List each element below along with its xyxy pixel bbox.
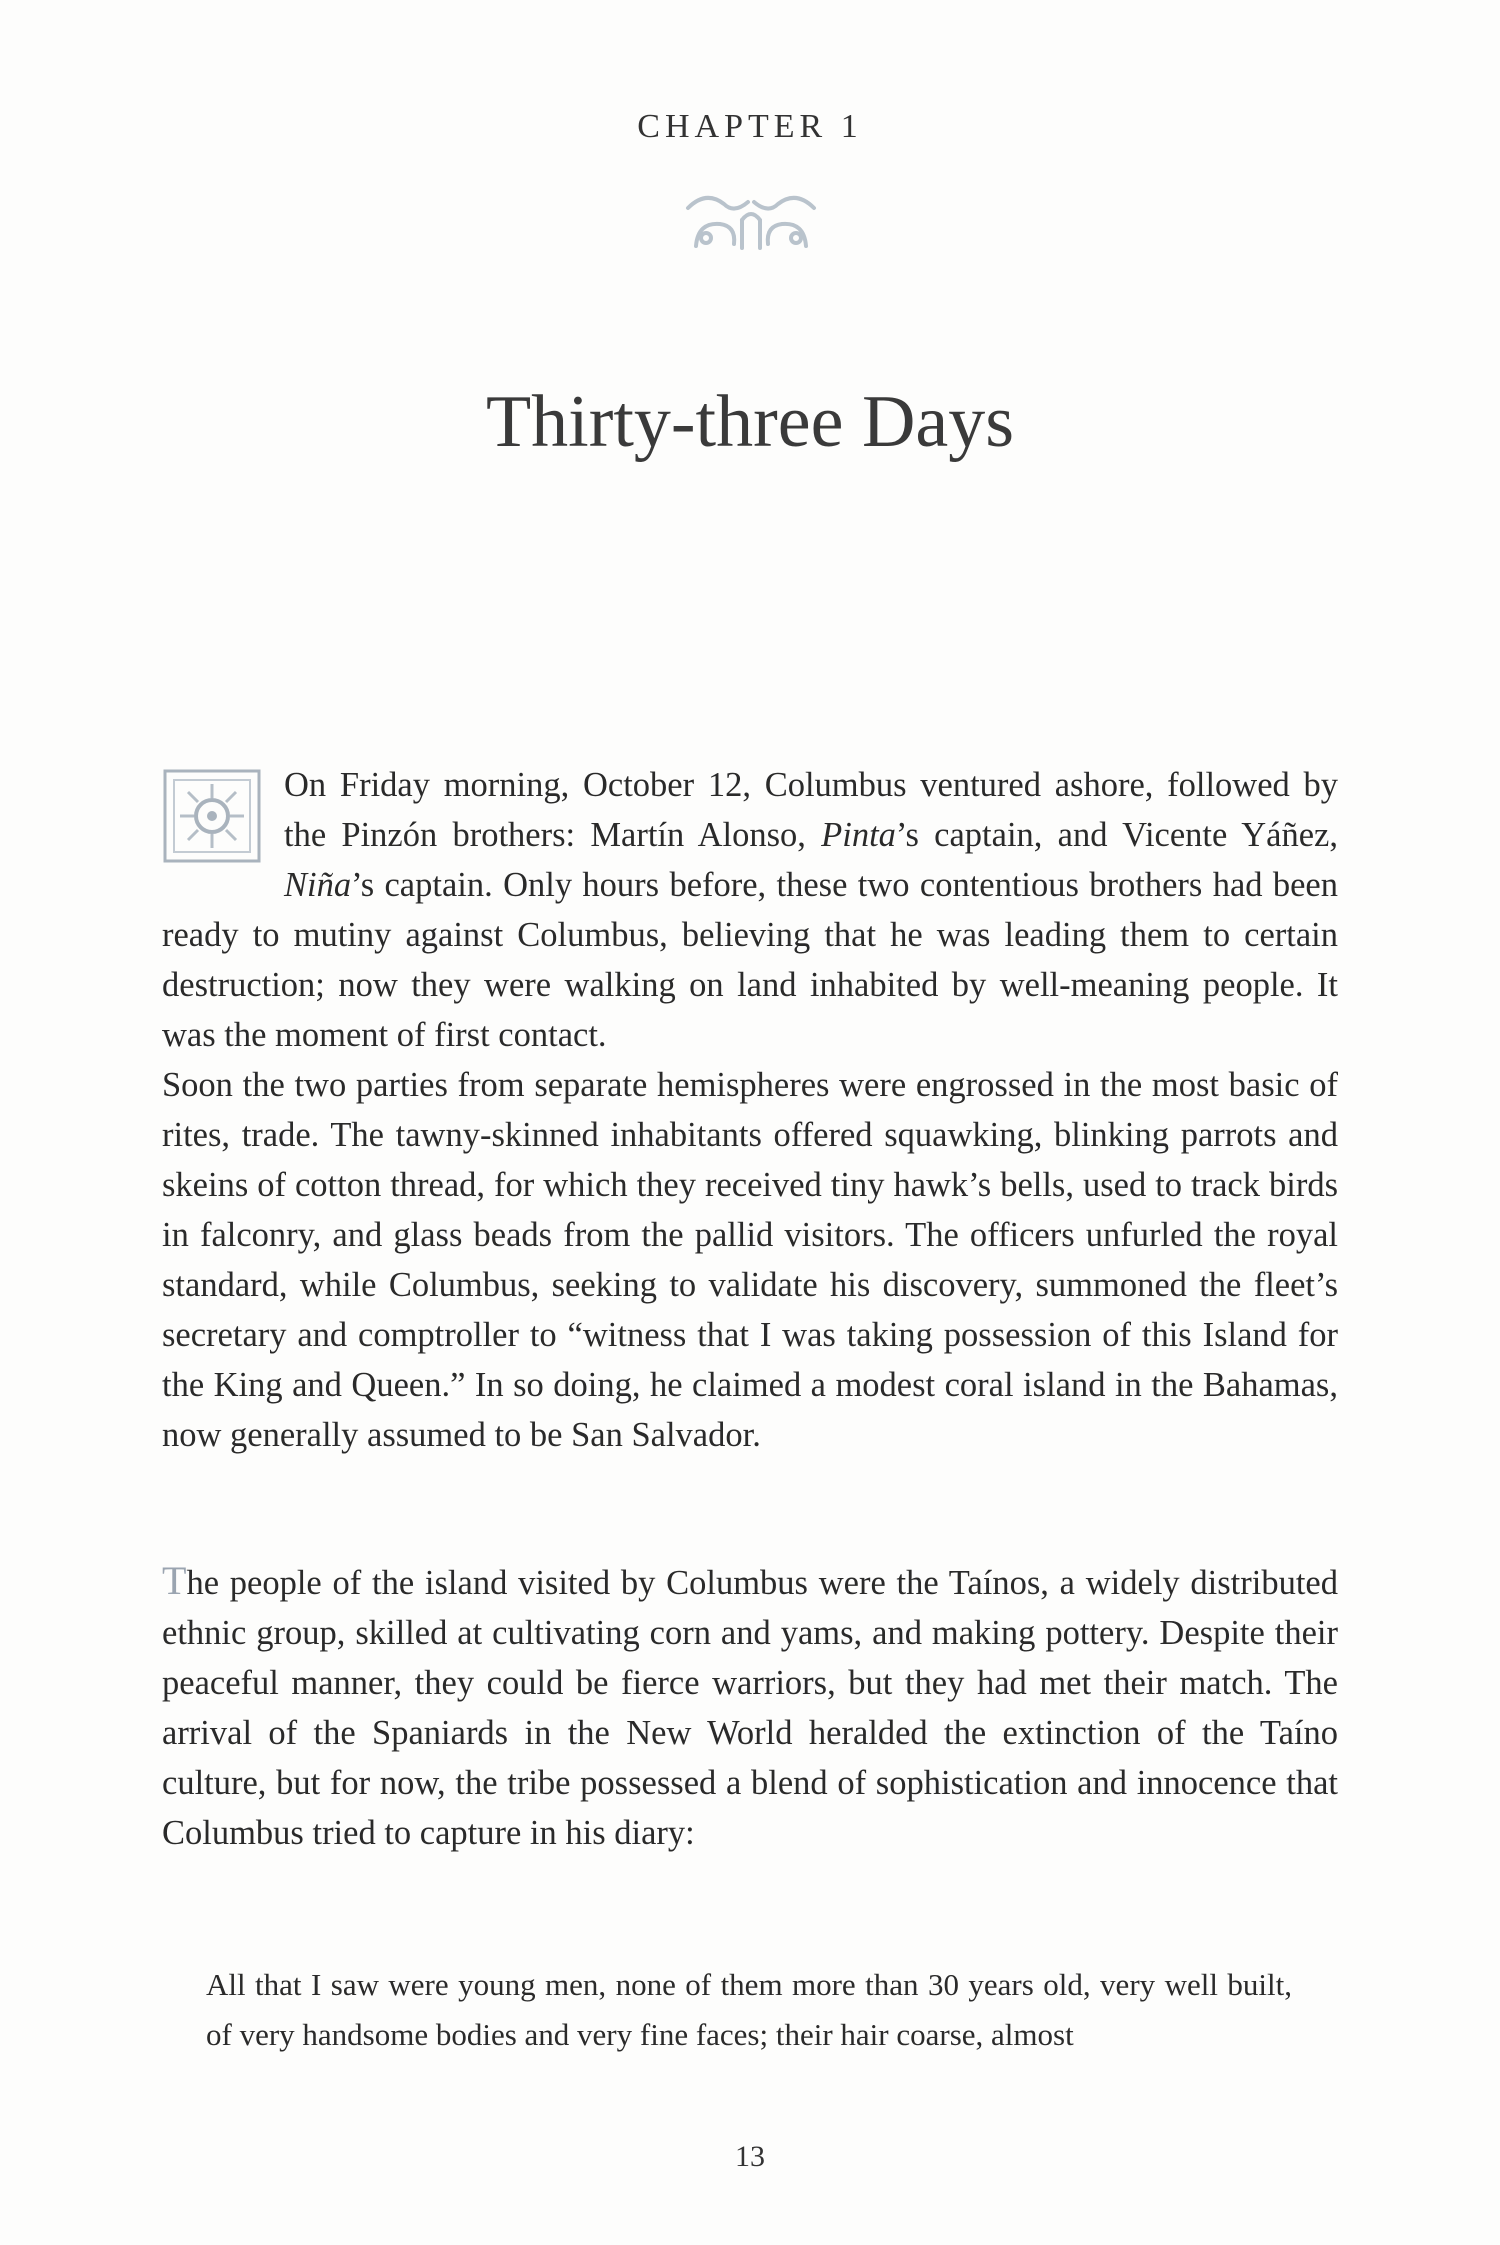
chapter-title: Thirty-three Days [485,381,1015,463]
paragraph-1-part-1: On Friday morning, October 12, Columbus ventured ashore, followed by the Pinzón brothers: Martín Alonso, [284,766,1338,854]
chapter-label: CHAPTER 1 [637,108,863,145]
paragraph-1-text [162,760,1338,1060]
ship-name-nina: Niña [284,866,352,904]
paragraph-1-part-2: ’s captain, and Vicente Yáñez, [895,816,1338,854]
chapter-ornament-icon [676,186,826,258]
block-quote: All that I saw were young men, none of them more than 30 years old, very well built, of very handsome bodies and very fine faces; their hair coarse, almost [206,1967,1292,2052]
paragraph-3 [162,1556,1338,1858]
paragraph-3-initial: T [162,1558,187,1603]
paragraph-1 [162,760,1338,1460]
ship-name-pinta: Pinta [821,816,896,854]
paragraph-3-rest: he people of the island visited by Columbus were the Taínos, a widely distributed ethnic group, skilled at cultivating corn and yams, and making pottery. Despite their peaceful manner, they could be fierce warriors, but they had met their match. The arrival of the Spaniards in the New World heralded the extinction of the Taíno culture, but for now, the tribe possessed a blend of sophistication and innocence that Columbus tried to capture in his diary: [162,1564,1338,1852]
ornamental-drop-cap-icon [162,768,262,864]
paragraph-2: Soon the two parties from separate hemispheres were engrossed in the most basic of rites, trade. The tawny-skinned inhabitants offered squawking, blinking parrots and skeins of cotton thread, for which they received tiny hawk’s bells, used to track birds in falconry, and glass beads from the pallid visitors. The officers unfurled the royal standard, while Columbus, seeking to validate his discovery, summoned the fleet’s secretary and comptroller to “witness that I was taking possession of this Island for the King and Queen.” In so doing, he claimed a modest coral island in the Bahamas, now generally assumed to be San Salvador. [162,1066,1338,1454]
paragraph-1-part-3: ’s captain. Only hours before, these two contentious brothers had been ready to mutiny against Columbus, believing that he was leading them to certain destruction; now they were walking on land inhabited by well-meaning people. It was the moment of first contact. [162,866,1338,1054]
paragraph-3-text [162,1556,1338,1858]
page-number: 13 [735,2140,765,2173]
